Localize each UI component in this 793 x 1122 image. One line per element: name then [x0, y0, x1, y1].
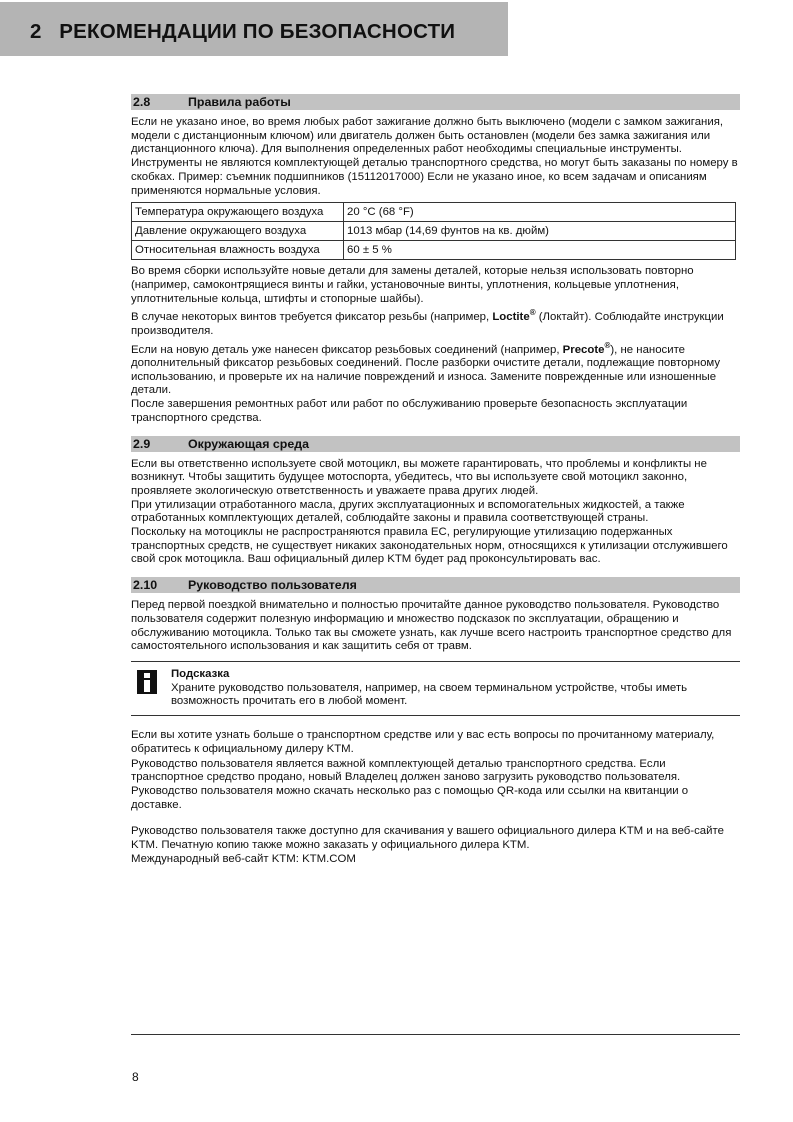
text-run: (Локтайт). Соблюдайте инструкции производителя.: [131, 311, 724, 337]
info-icon: [137, 670, 157, 694]
chapter-title-text: РЕКОМЕНДАЦИИ ПО БЕЗОПАСНОСТИ: [59, 20, 456, 43]
section-title: Окружающая среда: [188, 436, 309, 451]
table-cell-value: 1013 мбар (14,69 фунтов на кв. дюйм): [344, 222, 736, 241]
paragraph-loctite: [131, 306, 740, 338]
note-title: Подсказка: [171, 667, 230, 680]
table-row: [132, 203, 736, 222]
table-cell-label: Температура окружающего воздуха: [132, 203, 344, 222]
registered-mark: ®: [604, 340, 611, 350]
text-run: ), не наносите дополнительный фиксатор резьбовых соединений. После разборки очистите детали, подлежащие повторному использованию, и проверьте их на наличие повреждений и износа. Замените поврежденные или изношенные детали.: [131, 343, 721, 397]
section-heading-2-10: [131, 577, 740, 593]
paragraph: Перед первой поездкой внимательно и полностью прочитайте данное руководство пользователя. Руководство пользователя содержит полезную информацию и множество подсказок по эксплуатации, обращению и обслуживанию мотоцикла. Только так вы сможете узнать, как лучше всего настроить транспортное средство для самостоятельного использования и как защитить себя от травм.: [131, 599, 732, 653]
paragraph: Поскольку на мотоциклы не распространяются правила ЕС, регулирующие утилизацию подержанных транспортных средств, не существует никаких законодательных норм, относящихся к утилизации отслужившего свой срок мотоцикла. Ваш официальный дилер KTM будет рад проконсультировать вас.: [131, 526, 728, 566]
table-row: [132, 241, 736, 260]
brand-name: Precote: [562, 343, 605, 356]
note-text: Храните руководство пользователя, например, на своем терминальном устройстве, чтобы иметь возможность прочитать его в любой момент.: [171, 681, 688, 708]
text-run: Если на новую деталь уже нанесен фиксатор резьбовых соединений (например,: [131, 343, 563, 356]
paragraph: Если вы ответственно используете свой мотоцикл, вы можете гарантировать, что проблемы и конфликты не возникнут. Чтобы защитить будущее мотоспорта, убедитесь, что вы используете свой мотоцикл законно, проявляете экологическую ответственность и уважаете права других людей.: [131, 457, 707, 497]
paragraph: После завершения ремонтных работ или работ по обслуживанию проверьте безопасность эксплуатации транспортного средства.: [131, 398, 688, 424]
page-content: [131, 94, 740, 866]
table-cell-label: Относительная влажность воздуха: [132, 241, 344, 260]
paragraph: Если не указано иное, во время любых работ зажигание должно быть выключено (модели с замком зажигания, модели с дистанционным ключом) или двигатель должен быть остановлен (модели без замка зажигания или дистанционного ключа). Для выполнения определенных работ необходимы специальные инструменты. Инструменты не являются комплектующей деталью транспортного средства, но могут быть заказаны по номеру в скобках. Пример: съемник подшипников (15112017000) Если не указано иное, ко всем задачам и описаниям применяются нормальные условия.: [131, 116, 738, 197]
paragraph: Если вы хотите узнать больше о транспортном средстве или у вас есть вопросы по прочитанному материалу, обратитесь к официальному дилеру KTM.: [131, 729, 715, 755]
table-cell-value: 20 °C (68 °F): [344, 203, 736, 222]
chapter-number: 2: [30, 20, 42, 43]
footer-divider: [131, 1034, 740, 1035]
paragraph: При утилизации отработанного масла, других эксплуатационных и вспомогательных жидкостей, а также отработанных комплектующих деталей, соблюдайте законы и правила соответствующей страны.: [131, 498, 685, 525]
paragraph: Руководство пользователя является важной комплектующей деталью транспортного средства. Если транспортное средство продано, новый Владелец должен заново загрузить руководство пользователя.: [131, 757, 681, 784]
paragraph-precote: [131, 339, 740, 399]
paragraph: Международный веб-сайт KTM: KTM.COM: [131, 852, 356, 865]
section-heading-2-8: [131, 94, 740, 110]
section-heading-2-9: [131, 436, 740, 452]
section-title: Руководство пользователя: [188, 578, 357, 593]
tip-note: [131, 661, 740, 716]
chapter-header: [0, 2, 508, 56]
registered-mark: ®: [529, 308, 536, 318]
section-number: 2.10: [133, 578, 158, 593]
section-number: 2.9: [133, 436, 151, 451]
text-run: В случае некоторых винтов требуется фиксатор резьбы (например,: [131, 311, 493, 324]
table-cell-value: 60 ± 5 %: [344, 241, 736, 260]
paragraph: Руководство пользователя также доступно для скачивания у вашего официального дилера KTM и на веб-сайте KTM. Печатную копию также можно заказать у официального дилера KTM.: [131, 825, 724, 852]
paragraph: Руководство пользователя можно скачать несколько раз с помощью QR-кода или ссылки на квитанции о доставке.: [131, 784, 689, 811]
paragraph: Во время сборки используйте новые детали для замены деталей, которые нельзя использовать повторно (например, самоконтрящиеся винты и гайки, установочные винты, уплотнения, кольцевые уплотнения, уплотнительные кольца, штифты и стопорные шайбы).: [131, 265, 694, 305]
page-number: 8: [132, 1070, 139, 1084]
section-number: 2.8: [133, 95, 151, 109]
table-cell-label: Давление окружающего воздуха: [132, 222, 344, 241]
brand-name: Loctite: [492, 311, 530, 324]
chapter-title: [30, 20, 455, 44]
section-title: Правила работы: [188, 95, 291, 109]
table-row: [132, 222, 736, 241]
conditions-table: [131, 202, 736, 260]
